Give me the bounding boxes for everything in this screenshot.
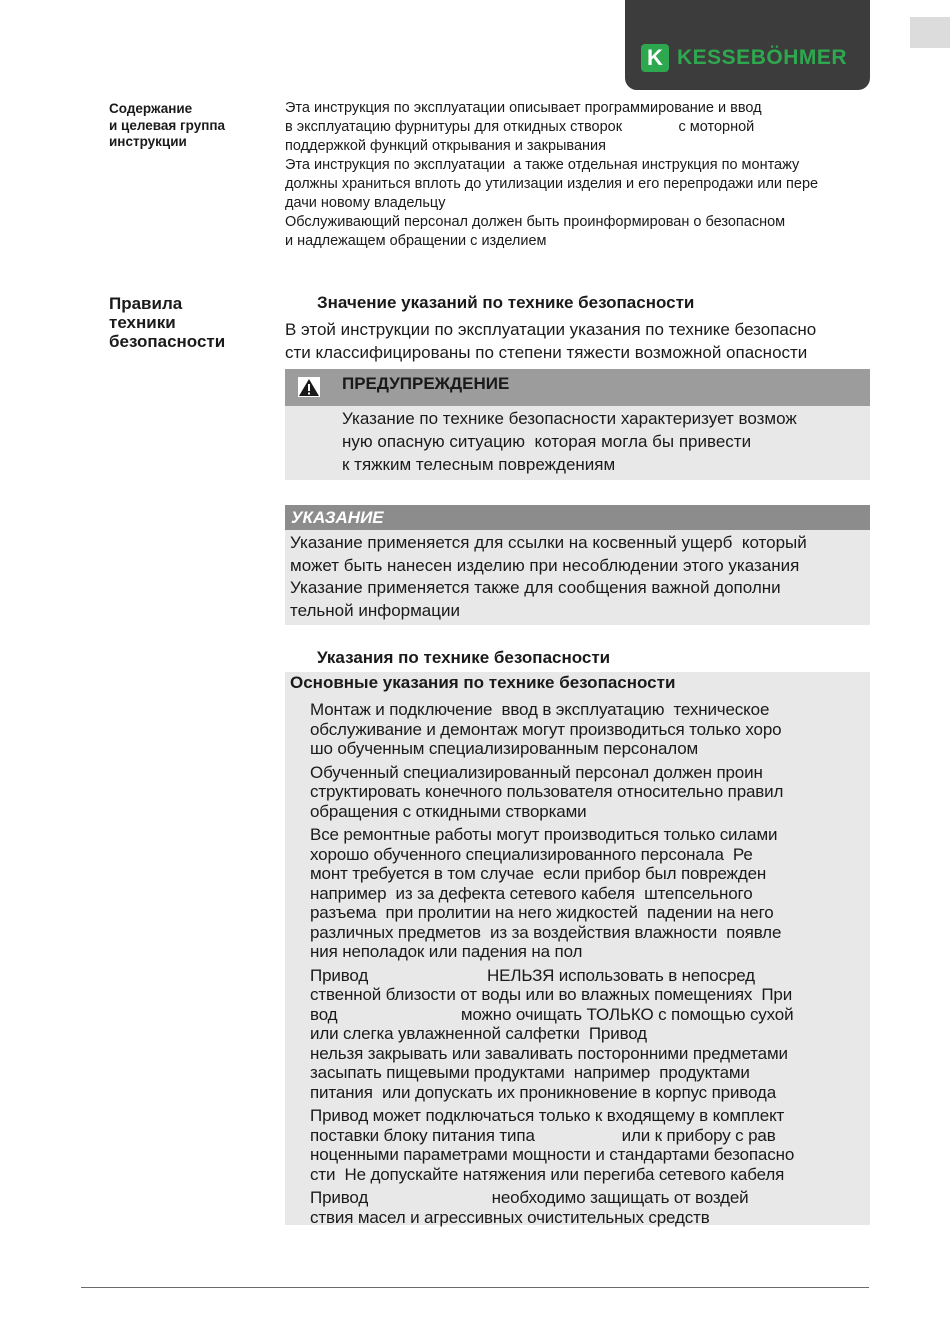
warning-text [342,407,797,476]
text-line: может быть нанесен изделию при несоблюдении этого указания [290,555,800,575]
text-line: Обученный специализированный персонал должен проин [310,762,763,782]
note-title: УКАЗАНИЕ [291,508,384,527]
text-line: хорошо обученного специализированного персонала Ре [310,844,753,864]
text-line: нельзя закрывать или заваливать посторонними предметами [310,1043,788,1063]
text-line: Привод необходимо защищать от воздей [310,1188,749,1207]
text-line: поставки блоку питания типа или к прибору с рав [310,1125,776,1145]
label-line: Содержание [109,101,193,116]
text-line: тельной информации [290,600,460,620]
text-line: монт требуется в том случае если прибор был поврежден [310,864,767,883]
text-line: засыпать пищевыми продуктами например продуктами [310,1063,750,1082]
contents-section-label [109,101,225,151]
text-line: или слегка увлажненной салфетки Привод [310,1024,647,1043]
text-line: ноценными параметрами мощности и стандартами безопасно [310,1145,795,1164]
text-line: Указание по технике безопасности характеризует возмож [342,409,797,428]
text-line: поддержкой функций открывания и закрывания [285,138,606,154]
list-item [310,1106,865,1184]
text-line: сти классифицированы по степени тяжести возможной опасности [285,343,808,362]
safety-meaning-heading: Значение указаний по технике безопасности [317,293,695,312]
note-text [290,532,807,622]
text-line: шо обученным специализированным персоналом [310,739,699,758]
safety-meaning-text [285,318,885,364]
text-line: ния неполадок или падения на пол [310,942,583,961]
basic-safety-title: Основные указания по технике безопасности [290,673,676,692]
label-line: и целевая группа [109,117,226,133]
list-item [310,763,865,822]
brand-logo [625,0,870,90]
text-line: Монтаж и подключение ввод в эксплуатацию техническое [310,700,770,719]
brand-mark-icon: K [641,44,669,72]
label-line: техники [109,313,176,332]
list-item [310,966,865,1103]
safety-instructions-heading: Указания по технике безопасности [317,648,611,667]
text-line: Привод может подключаться только к входящему в комплект [310,1106,785,1125]
basic-safety-box [285,672,870,1225]
text-line: ную опасную ситуацию которая могла бы привести [342,432,752,451]
text-line: ствия масел и агрессивных очистительных средств [310,1207,710,1227]
safety-list [310,700,865,1231]
text-line: разъема при пролитии на него жидкостей падении на него [310,903,774,922]
text-line: в эксплуатацию фурнитуры для откидных створок с моторной [285,119,755,135]
text-line: Указание применяется для ссылки на косвенный ущерб который [290,533,807,552]
label-line: Правила [109,294,183,313]
warning-title: ПРЕДУПРЕЖДЕНИЕ [342,374,510,393]
text-line: вод можно очищать ТОЛЬКО с помощью сухой [310,1004,794,1024]
text-line: должны храниться вплоть до утилизации изделия и его перепродажи или пере [285,176,819,192]
text-line: В этой инструкции по эксплуатации указания по технике безопасно [285,320,817,339]
text-line: и надлежащем обращении с изделием [285,233,547,249]
text-line: различных предметов из за воздействия влажности появле [310,922,782,942]
footer-divider [81,1287,869,1288]
warning-triangle-icon [298,377,320,397]
note-header [285,505,870,530]
text-line: Обслуживающий персонал должен быть проинформирован о безопасном [285,214,786,230]
text-line: Эта инструкция по эксплуатации а также отдельная инструкция по монтажу [285,157,800,173]
text-line: Указание применяется также для сообщения важной дополни [290,578,781,597]
label-line: безопасности [109,332,226,351]
list-item [310,825,865,962]
text-line: сти Не допускайте натяжения или перегиба сетевого кабеля [310,1164,785,1184]
list-item [310,700,865,759]
label-line: инструкции [109,134,187,149]
brand-name: KESSEBÖHMER [677,46,848,69]
text-line: Все ремонтные работы могут производиться только силами [310,825,778,844]
text-line: например из за дефекта сетевого кабеля штепсельного [310,883,753,903]
note-box [285,505,870,625]
text-line: структировать конечного пользователя относительно правил [310,782,784,801]
text-line: к тяжким телесным повреждениям [342,455,616,474]
text-line: Привод НЕЛЬЗЯ использовать в непосред [310,965,755,985]
text-line: питания или допускать их проникновение в корпус привода [310,1082,777,1102]
warning-box [285,369,870,480]
text-line: обслуживание и демонтаж могут производиться только хоро [310,719,782,739]
text-line: ственной близости от воды или во влажных помещениях При [310,985,793,1004]
warning-header [285,369,870,406]
safety-section-label [109,294,225,351]
text-line: Эта инструкция по эксплуатации описывает программирование и ввод [285,100,762,116]
intro-text [285,99,885,251]
text-line: обращения с откидными створками [310,801,587,821]
text-line: дачи новому владельцу [285,195,446,211]
list-item [310,1188,865,1227]
page-edge-tab [910,17,950,48]
